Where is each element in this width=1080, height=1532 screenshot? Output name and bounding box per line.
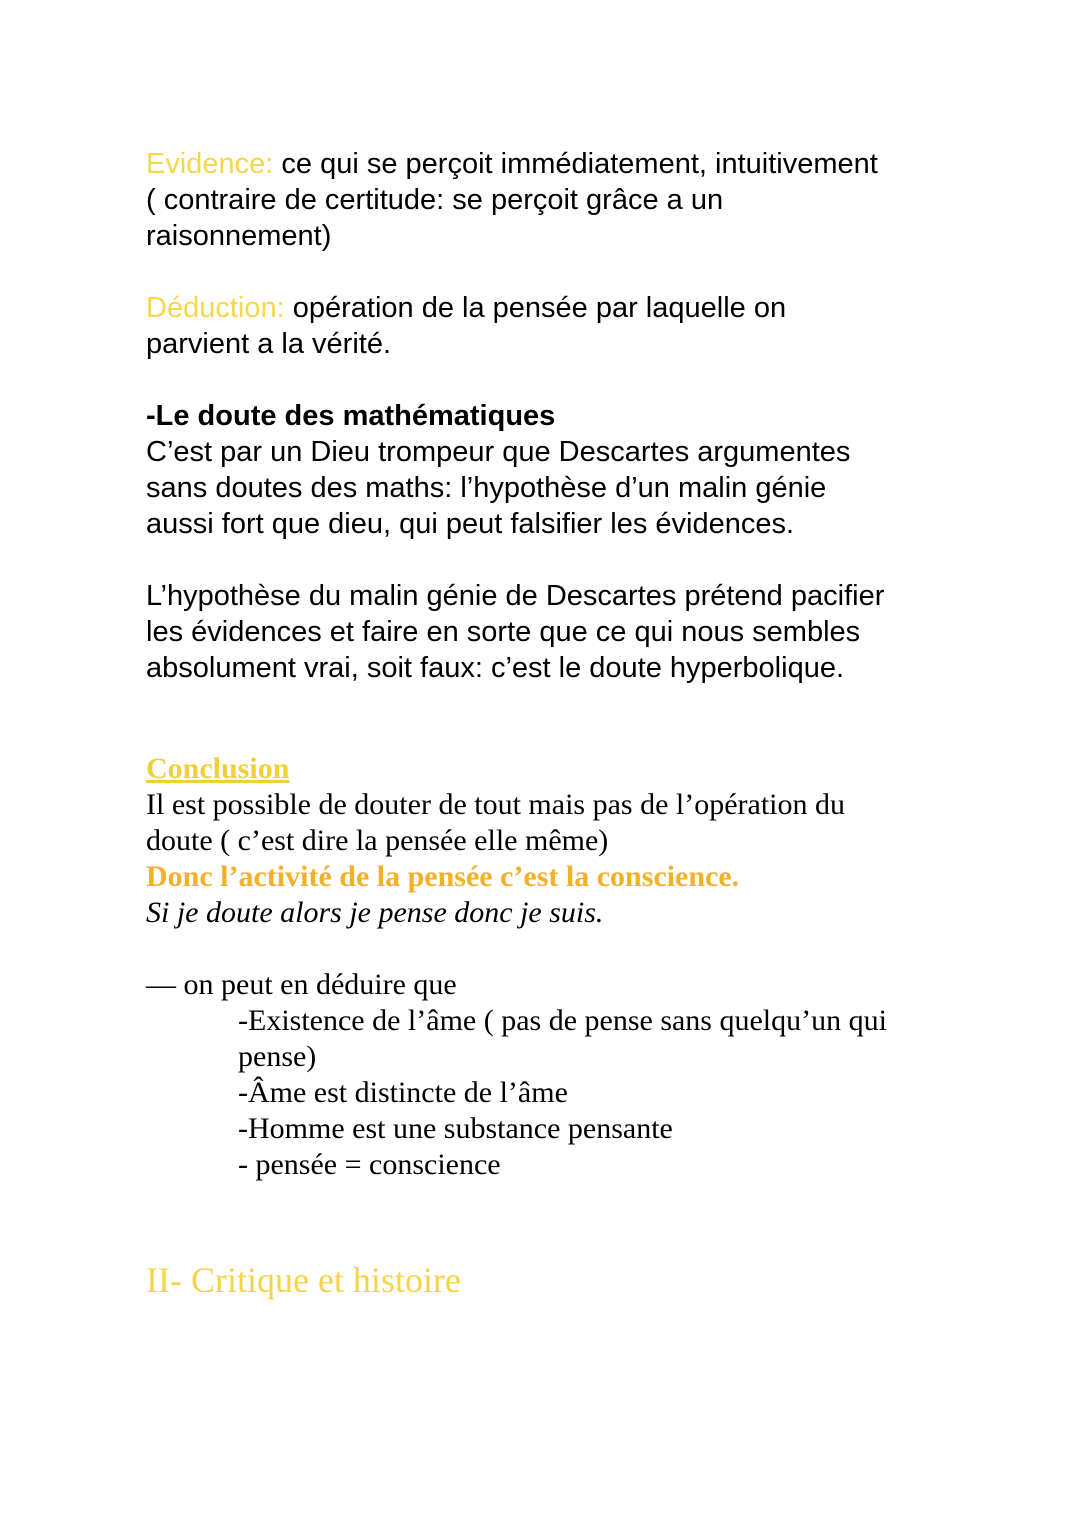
- section-heading-critique: II- Critique et histoire: [146, 1260, 461, 1300]
- list-item: - pensée = conscience: [238, 1148, 501, 1181]
- list-item: -Existence de l’âme ( pas de pense sans quelqu’un qui: [238, 1004, 887, 1037]
- definition-evidence: [146, 146, 878, 182]
- list-intro: — on peut en déduire que: [146, 968, 457, 1001]
- paragraph-line: les évidences et faire en sorte que ce qui nous sembles: [146, 616, 861, 648]
- paragraph-line: sans doutes des maths: l’hypothèse d’un malin génie: [146, 472, 827, 504]
- definition-text: opération de la pensée par laquelle on: [284, 292, 787, 324]
- paragraph-line: Il est possible de douter de tout mais pas de l’opération du: [146, 788, 846, 821]
- paragraph-line: aussi fort que dieu, qui peut falsifier les évidences.: [146, 508, 795, 540]
- paragraph-line: absolument vrai, soit faux: c’est le doute hyperbolique.: [146, 652, 845, 684]
- definition-text: raisonnement): [146, 220, 332, 252]
- definition-text: ( contraire de certitude: se perçoit grâce a un: [146, 184, 724, 216]
- conclusion-heading: Conclusion: [146, 752, 290, 785]
- definition-deduction: [146, 290, 786, 326]
- paragraph-line: L’hypothèse du malin génie de Descartes prétend pacifier: [146, 580, 885, 612]
- conclusion-emphasis: Donc l’activité de la pensée c’est la conscience.: [146, 860, 740, 893]
- definition-text: ce qui se perçoit immédiatement, intuitivement: [273, 148, 878, 180]
- conclusion-quote: Si je doute alors je pense donc je suis.: [146, 896, 604, 929]
- paragraph-line: C’est par un Dieu trompeur que Descartes argumentes: [146, 436, 851, 468]
- list-item: pense): [238, 1040, 317, 1073]
- list-item: -Homme est une substance pensante: [238, 1112, 673, 1145]
- definition-text: parvient a la vérité.: [146, 328, 392, 360]
- list-item: -Âme est distincte de l’âme: [238, 1076, 568, 1109]
- term-label: Evidence:: [146, 148, 274, 180]
- section-heading: -Le doute des mathématiques: [146, 400, 556, 432]
- paragraph-line: doute ( c’est dire la pensée elle même): [146, 824, 609, 857]
- term-label: Déduction:: [146, 292, 285, 324]
